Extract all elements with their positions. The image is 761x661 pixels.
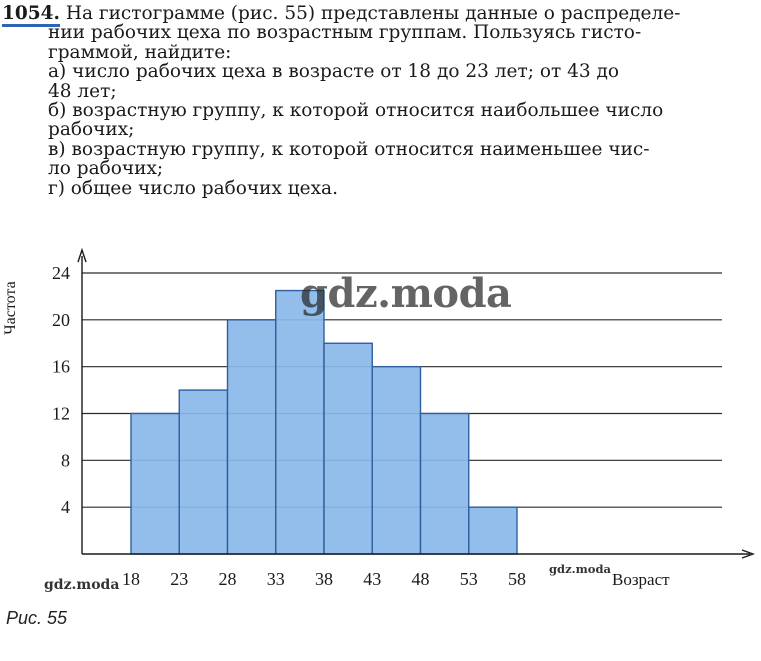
histogram-bar <box>228 320 276 554</box>
histogram-bar <box>276 291 324 554</box>
watermark-small-right: gdz.moda <box>549 562 611 576</box>
problem-line: г) общее число рабочих цеха. <box>48 177 338 199</box>
x-axis-label: Возраст <box>612 570 670 589</box>
problem-line: а) число рабочих цеха в возрасте от 18 до 23 лет; от 43 до <box>48 61 620 83</box>
problem-line: граммой, найдите: <box>48 41 232 63</box>
figure-caption: Рис. 55 <box>6 608 68 628</box>
watermark-small-left: gdz.moda <box>44 577 120 593</box>
problem-line: нии рабочих цеха по возрастным группам. Пользуясь гисто- <box>48 22 642 44</box>
problem-number: 1054. <box>2 3 60 27</box>
x-tick-label: 18 <box>122 569 140 589</box>
y-tick-label: 12 <box>52 403 70 424</box>
x-tick-label: 43 <box>363 569 382 589</box>
histogram-bar <box>372 367 420 554</box>
histogram-bar <box>131 414 179 555</box>
x-tick-label: 48 <box>411 569 430 589</box>
x-tick-label: 33 <box>266 569 285 589</box>
histogram-bar <box>421 414 469 555</box>
x-tick-label: 28 <box>218 569 237 589</box>
x-tick-label: 38 <box>315 569 333 589</box>
problem-line: б) возрастную группу, к которой относится наибольшее число <box>48 100 664 122</box>
y-tick-label: 8 <box>61 450 70 471</box>
problem-line <box>2 4 758 23</box>
y-tick-label: 16 <box>52 356 70 377</box>
histogram-bar <box>179 390 227 554</box>
y-tick-label: 24 <box>52 263 70 283</box>
problem-line: 48 лет; <box>48 80 117 102</box>
y-tick-label: 4 <box>61 497 70 518</box>
problem-line: рабочих; <box>48 119 135 141</box>
x-tick-label: 58 <box>508 569 526 589</box>
watermark-large: gdz.moda <box>300 270 512 317</box>
problem-line: ло рабочих; <box>48 158 164 180</box>
problem-line-text: На гистограмме (рис. 55) представлены данные о распределе- <box>65 3 681 24</box>
y-tick-label: 20 <box>52 309 70 330</box>
x-tick-label: 23 <box>170 569 189 589</box>
bars-group <box>131 291 517 554</box>
x-tick-label: 53 <box>459 569 478 589</box>
histogram-bar <box>324 343 372 554</box>
problem-line: в) возрастную группу, к которой относится наименьшее чис- <box>48 138 650 160</box>
y-axis-label: Частота <box>2 281 19 335</box>
histogram-bar <box>469 507 517 554</box>
problem-text <box>2 4 758 198</box>
